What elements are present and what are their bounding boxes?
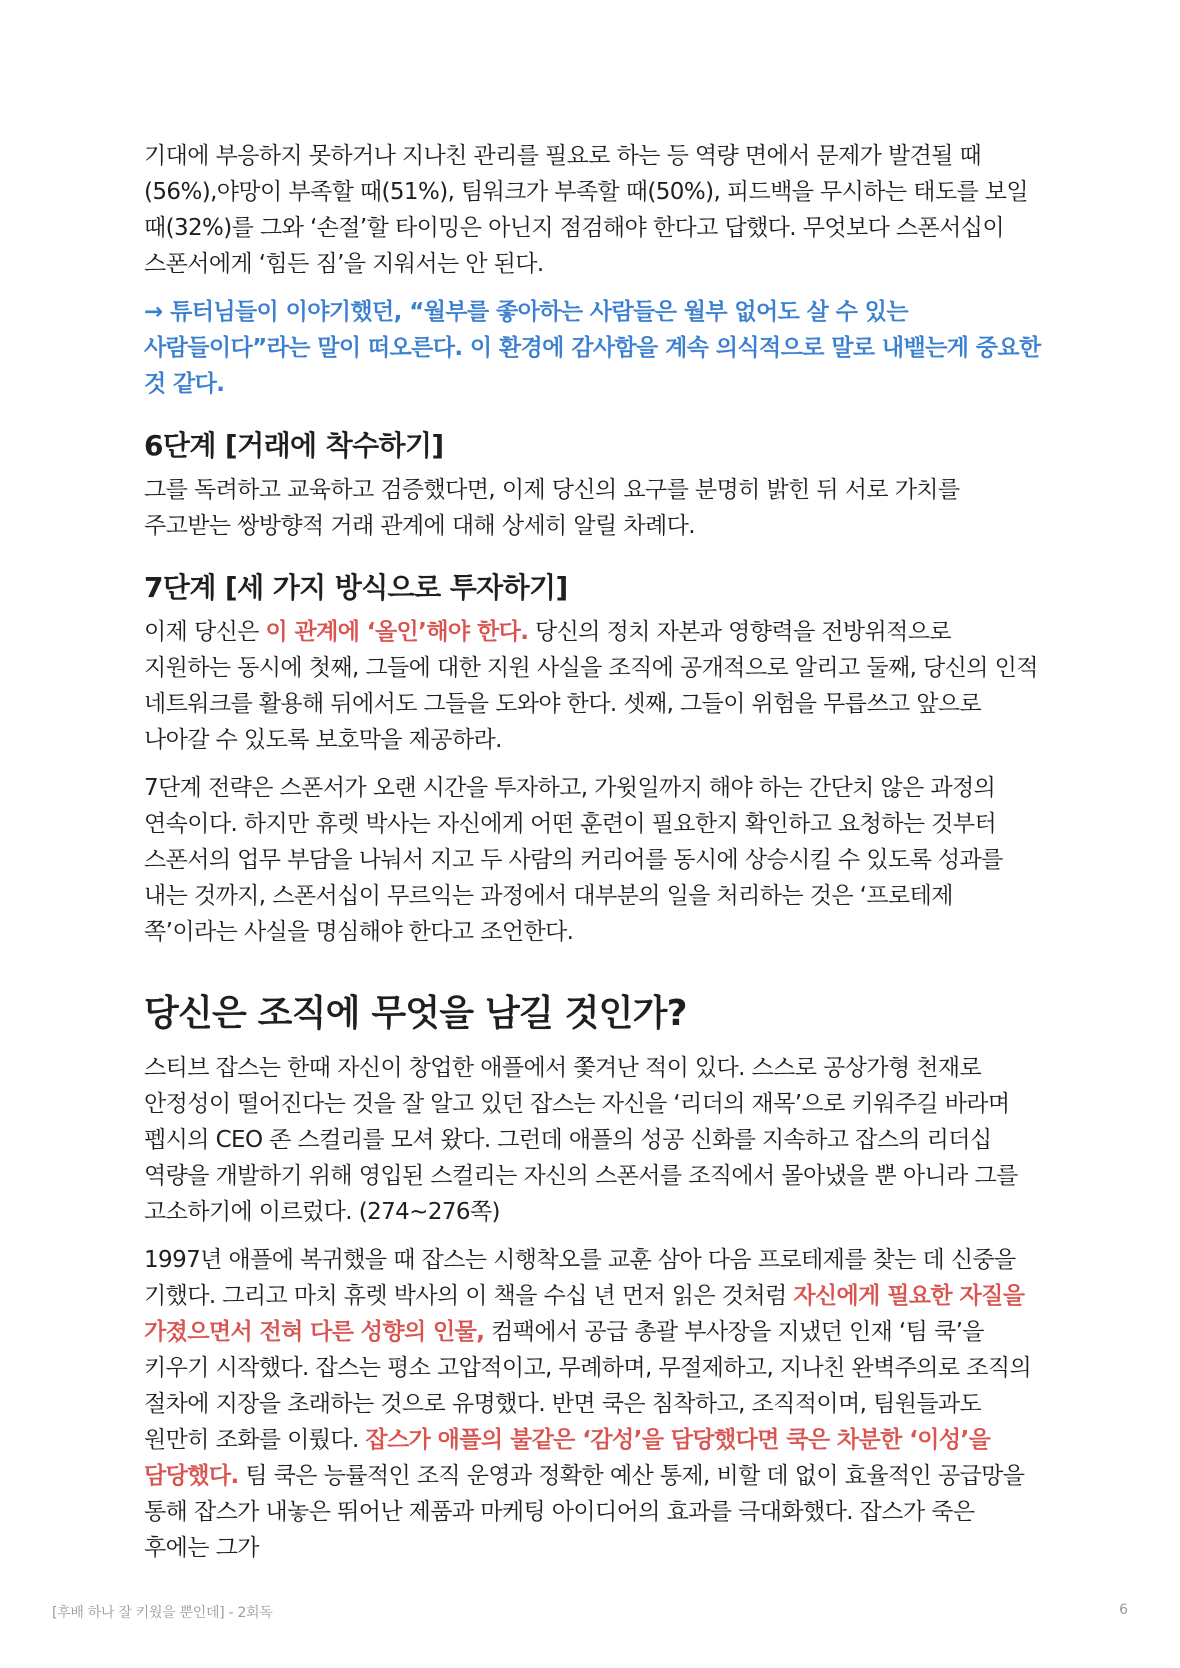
- step7-paragraph-2: 7단계 전략은 스폰서가 오랜 시간을 투자하고, 가윗일까지 해야 하는 간단치 않은 과정의 연속이다. 하지만 휴렛 박사는 자신에게 어떤 훈련이 필요한지 확인하고 요청하는 것부터 스폰서의 업무 부담을 나눠서 지고 두 사람의 커리어를 동시에 상승시킬 수 있도록 성과를 내는 것까지, 스폰서십이 무르익는 과정에서 대부분의 일을 처리하는 것은 ‘프로테제 쪽’이라는 사실을 명심해야 한다고 조언한다.: [144, 775, 1003, 945]
- text-run: 1997년 애플에 복귀했을 때 잡스는 시행착오를 교훈 삼아 다음 프로테제를 찾는 데 신중을 기했다. 그리고 마치 휴렛 박사의 이 책을 수십 년 먼저 읽은 것처럼: [144, 1247, 1016, 1309]
- text-run: 이제 당신은: [144, 619, 266, 645]
- section-paragraph-1: 스티브 잡스는 한때 자신이 창업한 애플에서 쫓겨난 적이 있다. 스스로 공상가형 천재로 안정성이 떨어진다는 것을 잘 알고 있던 잡스는 자신을 ‘리더의 재목’으로 키워주길 바라며 펩시의 CEO 존 스컬리를 모셔 왔다. 그런데 애플의 성공 신화를 지속하고 잡스의 리더십 역량을 개발하기 위해 영입된 스컬리는 자신의 스폰서를 조직에서 몰아냈을 뿐 아니라 그를 고소하기에 이르렀다. (274~276쪽): [144, 1055, 1018, 1225]
- text-run: 컴팩에서 공급 총괄 부사장을 지냈던 인재 ‘팀 쿡’을 키우기 시작했다. 잡스는 평소 고압적이고, 무례하며, 무절제하고, 지나친 완벽주의로 조직의 절차에 지장을 초래하는 것으로 유명했다. 반면 쿡은 침착하고, 조직적이며, 팀원들과도 원만히 조화를 이뤘다.: [144, 1319, 1032, 1453]
- section-paragraph-2: [144, 1242, 1044, 1566]
- step7-heading: 7단계 [세 가지 방식으로 투자하기]: [144, 571, 568, 604]
- paragraph-sponsorship-risks: 기대에 부응하지 못하거나 지나친 관리를 필요로 하는 등 역량 면에서 문제가 발견될 때(56%),야망이 부족할 때(51%), 팀워크가 부족할 때(50%), 피드백을 무시하는 태도를 보일 때(32%)를 그와 ‘손절’할 타이밍은 아닌지 점검해야 한다고 답했다. 무엇보다 스폰서십이 스폰서에게 ‘힘든 짐’을 지워서는 안 된다.: [144, 143, 1029, 277]
- text-run: 팀 쿡은 능률적인 조직 운영과 정확한 예산 통제, 비할 데 없이 효율적인 공급망을 통해 잡스가 내놓은 뛰어난 제품과 마케팅 아이디어의 효과를 극대화했다. 잡스가 죽은 후에는 그가: [144, 1463, 1025, 1561]
- step6-paragraph: 그를 독려하고 교육하고 검증했다면, 이제 당신의 요구를 분명히 밝힌 뒤 서로 가치를 주고받는 쌍방향적 거래 관계에 대해 상세히 알릴 차례다.: [144, 477, 960, 539]
- step7-paragraph-1: [144, 614, 1044, 758]
- highlight-text: 잡스가 애플의 불같은 ‘감성’을 담당했다면 쿡은 차분한 ‘이성’을 담당했다.: [144, 1427, 991, 1489]
- personal-memo: → 튜터님들이 이야기했던, “월부를 좋아하는 사람들은 월부 없어도 살 수 있는 사람들이다”라는 말이 떠오른다. 이 환경에 감사함을 계속 의식적으로 말로 내뱉는게 중요한 것 같다.: [144, 299, 1041, 397]
- step6-heading: 6단계 [거래에 착수하기]: [144, 429, 444, 462]
- highlight-text: 자신에게 필요한 자질을 가졌으면서 전혀 다른 성향의 인물,: [144, 1283, 1025, 1345]
- section-heading: 당신은 조직에 무엇을 남길 것인가?: [144, 993, 687, 1034]
- text-run: 당신의 정치 자본과 영향력을 전방위적으로 지원하는 동시에 첫째, 그들에 대한 지원 사실을 조직에 공개적으로 알리고 둘째, 당신의 인적 네트워크를 활용해 뒤에서도 그들을 도와야 한다. 셋째, 그들이 위험을 무릅쓰고 앞으로 나아갈 수 있도록 보호막을 제공하라.: [144, 619, 1038, 753]
- document-body: [144, 138, 1044, 1578]
- footer-document-title: [후배 하나 잘 키웠을 뿐인데] - 2회독: [52, 1605, 273, 1621]
- highlight-text: 이 관계에 ‘올인’해야 한다.: [265, 619, 529, 645]
- footer-page-number: 6: [1119, 1602, 1128, 1618]
